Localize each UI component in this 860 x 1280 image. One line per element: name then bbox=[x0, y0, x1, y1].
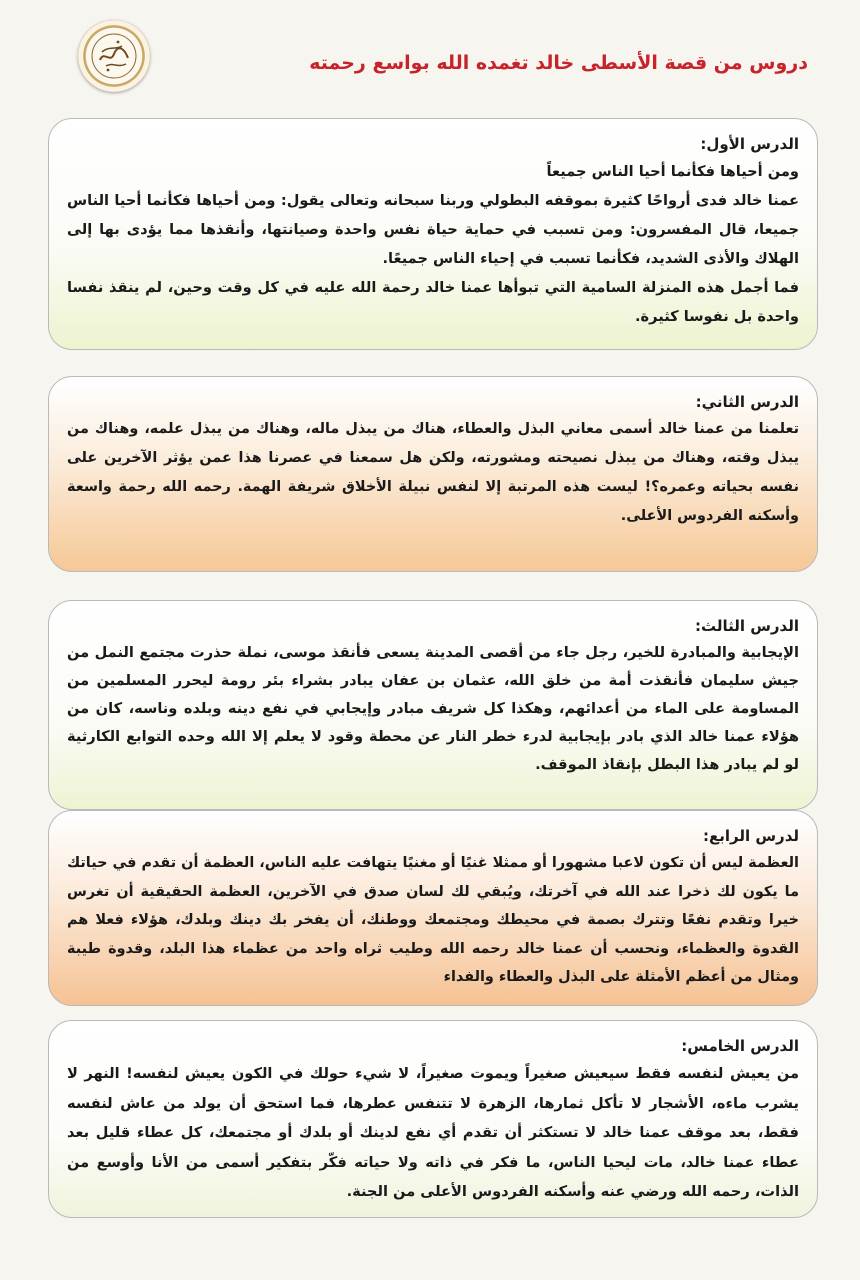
lesson-heading: الدرس الثالث: bbox=[694, 617, 799, 635]
lesson-heading: لدرس الرابع: bbox=[703, 827, 799, 845]
lesson-2-box bbox=[48, 376, 818, 572]
lesson-heading: الدرس الأول: bbox=[700, 135, 799, 153]
page-title: دروس من قصة الأسطى خالد تغمده الله بواسع رحمته bbox=[309, 52, 808, 74]
lesson-body: الإيجابية والمبادرة للخير، رجل جاء من أقصى المدينة يسعى فأنقذ موسى، نملة حذرت مجتمع النمل من جيش سليمان فأنقذت أمة من خلق الله، عثمان بن عفان يبادر بشراء بئر رومة ليحرر المسلمين من المساومة على الماء من أعدائهم، وهكذا كل شريف مبادر وإيجابي في نفع دينه وبلده وناسه، كان من هؤلاء عمنا خالد الذي بادر بإيجابية لدرء خطر النار عن محطة وقود لا يعلم إلا الله وحده التوابع الكارثية لو لم يبادر هذا البطل بإنقاذ الموقف. bbox=[67, 644, 799, 773]
lesson-4-box bbox=[48, 810, 818, 1006]
lesson-3-box bbox=[48, 600, 818, 810]
calligraphy-seal-icon bbox=[78, 20, 150, 92]
lesson-body: العظمة ليس أن تكون لاعبا مشهورا أو ممثلا غنيًا أو مغنيًا يتهافت عليه الناس، العظمة أن تقدم في حياتك ما يكون لك ذخرا عند الله في آخرتك، ويُبقي لك لسان صدق في الآخرين، العظمة الحقيقية أن تغرس خيرا وتقدم نفعًا وتترك بصمة في محيطك ومجتمعك ووطنك، أن يفخر بك دينك وبلدك، هؤلاء فعلا هم القدوة والعظماء، ونحسب أن عمنا خالد رحمه الله وطيب ثراه واحد من عظماء هذا البلد، وقدوة طيبة ومثال من أعظم الأمثلة على البذل والعطاء والفداء bbox=[67, 855, 799, 985]
lesson-heading: الدرس الخامس: bbox=[681, 1037, 799, 1055]
lesson-body: ومن أحياها فكأنما أحيا الناس جميعاً عمنا خالد فدى أرواحًا كثيرة بموقفه البطولي وربنا سبحانه وتعالى يقول: ومن أحياها فكأنما أحيا الناس جميعا، قال المفسرون: ومن تسبب في حماية حياة نفس واحدة وصيانتها، وأنقذها مما يؤدى بها إلى الهلاك والأذى الشديد، فكأنما تسبب في إحياء الناس جميعًا. فما أجمل هذه المنزلة السامية التي تبوأها عمنا خالد رحمة الله عليه في كل وقت وحين، لم ينقذ نفسا واحدة بل نفوسا كثيرة. bbox=[67, 163, 799, 325]
lesson-body: من يعيش لنفسه فقط سيعيش صغيراً ويموت صغيراً، لا شيء حولك في الكون يعيش لنفسه! النهر لا يشرب ماءه، الأشجار لا تأكل ثمارها، الزهرة لا تتنفس عطرها، فما استحق أن يولد من عاش لنفسه فقط، بعد موقف عمنا خالد لا تستكثر أن تقدم أي نفع لدينك أو بلدك أو مجتمعك، كل عطاء قليل بعد عطاء عمنا خالد، مات ليحيا الناس، ما فكر في ذاته ولا حياته فكّر بتفكير أسمى من الأنا وأوسع من الذات، رحمه الله ورضي عنه وأسكنه الفردوس الأعلى من الجنة. bbox=[67, 1065, 799, 1200]
lesson-heading: الدرس الثاني: bbox=[695, 393, 799, 411]
lesson-5-box bbox=[48, 1020, 818, 1218]
lesson-body: تعلمنا من عمنا خالد أسمى معاني البذل والعطاء، هناك من يبذل ماله، وهناك من يبذل علمه، وهناك من يبذل وقته، وهناك من يبذل نصيحته ومشورته، ولكن هل سمعنا في عصرنا هذا عمن يؤثر الآخرين على نفسه بحياته وعمره؟! ليست هذه المرتبة إلا لنفس نبيلة الأخلاق شريفة الهمة. رحمه الله رحمة واسعة وأسكنه الفردوس الأعلى. bbox=[67, 421, 799, 524]
lesson-1-box bbox=[48, 118, 818, 350]
